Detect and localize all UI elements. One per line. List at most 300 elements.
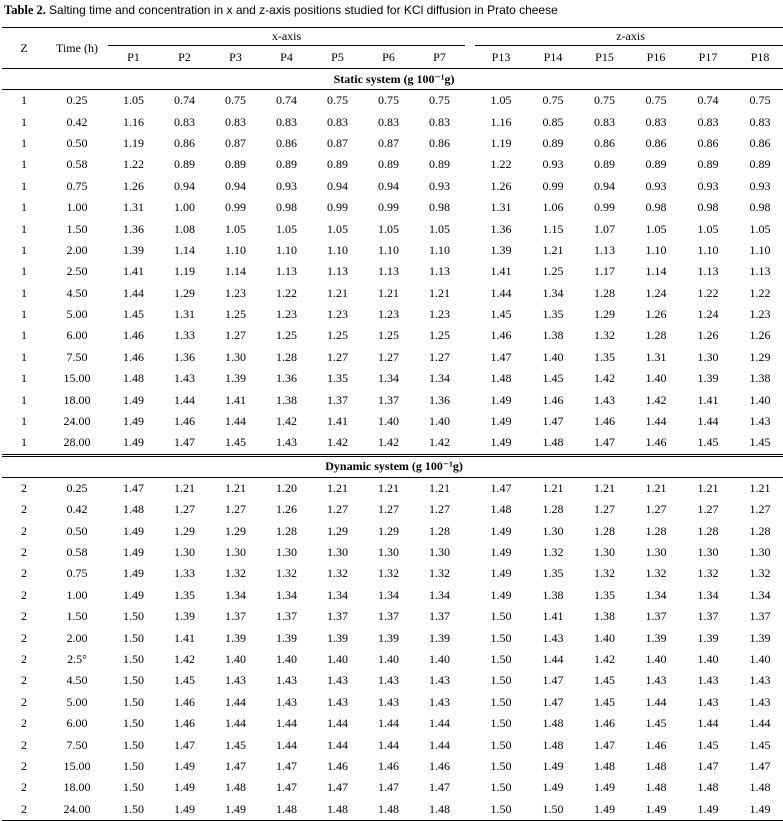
value-cell: 0.94 [327,178,348,193]
value-cell: 0.74 [697,93,719,108]
table-row [2,627,783,648]
table-row [2,499,783,520]
value-cell: 1.21 [327,285,348,300]
value-cell: 1.33 [174,328,195,343]
z-cell: 1 [2,432,46,455]
value-cell: 1.46 [490,328,512,343]
value-cell: 1.20 [276,480,297,495]
value-cell: 1.08 [174,221,195,236]
table-row [2,347,783,368]
value-cell: 1.40 [749,651,771,666]
value-cell: 1.50 [490,630,512,645]
value-cell: 1.35 [594,587,616,602]
value-cell: 1.37 [276,609,297,624]
value-cell: 1.41 [225,392,246,407]
value-cell: 0.99 [594,200,616,215]
value-cell: 1.42 [414,432,465,455]
value-cell: 0.83 [327,114,348,129]
value-cell: 1.44 [645,414,667,429]
value-cell: 1.23 [378,307,399,322]
value-cell: 1.25 [276,328,297,343]
table-row [2,133,783,154]
value-cell: 1.32 [645,566,667,581]
value-cell: 1.39 [174,609,195,624]
value-cell: 1.30 [327,545,348,559]
value-cell: 1.40 [542,349,564,364]
value-cell: 1.44 [697,716,719,731]
value-cell: 1.49 [210,799,261,821]
time-cell: 18.00 [63,392,91,407]
value-cell: 1.42 [594,651,616,666]
value-cell: 1.50 [123,651,144,666]
value-cell: 1.44 [490,285,512,300]
time-cell: 5.00 [66,307,88,322]
value-cell: 1.14 [225,264,246,279]
value-cell: 0.85 [542,114,564,129]
value-cell: 1.40 [697,651,719,666]
time-cell: 15.00 [63,758,91,773]
value-cell: 1.19 [123,135,144,150]
value-cell: 1.43 [697,694,719,709]
z-cell: 1 [21,200,27,215]
table-row [2,304,783,325]
value-cell: 1.50 [490,737,512,752]
value-cell: 0.99 [327,200,348,215]
value-cell: 1.28 [645,523,667,538]
value-cell: 0.89 [378,157,399,172]
value-cell: 1.22 [749,285,771,300]
table-row [2,799,783,821]
value-cell: 1.21 [697,480,719,495]
value-cell: 1.26 [697,328,719,343]
value-cell: 1.13 [429,264,450,279]
value-cell: 1.30 [749,545,771,559]
table-row [2,218,783,239]
time-cell: 0.58 [66,157,88,172]
value-cell: 1.41 [490,264,512,279]
time-cell: 7.50 [66,737,88,752]
value-cell: 1.44 [276,716,297,731]
value-cell: 0.75 [645,93,667,108]
section-header-row [2,69,783,90]
table-row [2,477,783,499]
value-cell: 1.47 [159,432,210,455]
value-cell: 0.83 [378,114,399,129]
value-cell: 1.49 [174,758,195,773]
value-cell: 1.32 [225,566,246,581]
table-row [2,261,783,282]
value-cell: 1.05 [429,221,450,236]
value-cell: 1.25 [378,328,399,343]
value-cell: 1.44 [645,694,667,709]
value-cell: 1.10 [276,242,297,257]
value-cell: 0.93 [749,178,771,193]
value-cell: 1.45 [749,737,771,752]
value-cell: 0.83 [594,114,616,129]
z-cell: 2 [21,566,27,581]
value-cell: 0.83 [749,114,771,129]
z-cell: 2 [21,737,27,752]
time-cell: 0.25 [66,93,88,108]
z-cell: 2 [21,587,27,602]
value-cell: 1.49 [490,566,512,581]
column-header-p7: P7 [414,46,465,69]
z-cell: 2 [21,480,27,495]
value-cell: 1.26 [123,178,144,193]
value-cell: 1.28 [749,523,771,538]
value-cell: 0.83 [276,114,297,129]
value-cell: 1.48 [697,780,719,795]
time-cell: 6.00 [66,716,88,731]
value-cell: 1.50 [108,799,159,821]
value-cell: 1.29 [749,349,771,364]
value-cell: 1.50 [490,609,512,624]
time-cell: 0.50 [66,135,88,150]
value-cell: 1.35 [542,566,564,581]
value-cell: 1.48 [645,780,667,795]
value-cell: 1.13 [378,264,399,279]
value-cell: 1.34 [225,587,246,602]
value-cell: 1.21 [645,480,667,495]
value-cell: 1.50 [490,716,512,731]
value-cell: 1.25 [429,328,450,343]
value-cell: 1.36 [123,221,144,236]
z-cell: 1 [21,135,27,150]
value-cell: 1.50 [490,780,512,795]
value-cell: 1.31 [490,200,512,215]
time-cell: 0.42 [66,114,88,129]
value-cell: 1.27 [645,502,667,517]
table-row [2,542,783,563]
value-cell: 1.29 [327,523,348,538]
time-cell: 1.50 [66,609,88,624]
value-cell: 0.75 [327,93,348,108]
value-cell: 0.93 [429,178,450,193]
z-cell: 2 [21,502,27,517]
value-cell: 1.50 [490,758,512,773]
value-cell: 0.93 [276,178,297,193]
value-cell: 0.93 [697,178,719,193]
value-cell: 1.27 [378,349,399,364]
table-row [2,240,783,261]
value-cell: 1.44 [429,716,450,731]
z-cell: 2 [21,780,27,795]
value-cell: 1.35 [327,371,348,386]
value-cell: 1.47 [542,673,564,688]
value-cell: 1.27 [749,502,771,517]
value-cell: 1.13 [327,264,348,279]
z-cell: 2 [21,673,27,688]
time-header: Time (h) [46,28,108,69]
value-cell: 1.43 [378,694,399,709]
column-header-p18: P18 [734,46,783,69]
value-cell: 1.48 [645,758,667,773]
value-cell: 0.86 [174,135,195,150]
value-cell: 1.21 [542,242,564,257]
value-cell: 1.41 [327,414,348,429]
value-cell: 1.45 [734,432,783,455]
value-cell: 1.05 [490,93,512,108]
value-cell: 0.86 [749,135,771,150]
time-cell: 2.00 [66,630,88,645]
value-cell: 1.22 [697,285,719,300]
value-cell: 1.50 [123,609,144,624]
time-cell: 0.58 [66,545,88,559]
value-cell: 1.21 [327,480,348,495]
value-cell: 1.47 [579,432,630,455]
value-cell: 1.13 [594,242,616,257]
value-cell: 1.39 [429,630,450,645]
value-cell: 0.89 [697,157,719,172]
value-cell: 1.49 [123,414,144,429]
value-cell: 0.89 [749,157,771,172]
value-cell: 1.34 [749,587,771,602]
value-cell: 0.87 [378,135,399,150]
value-cell: 1.40 [594,630,616,645]
table-row [2,368,783,389]
time-cell: 2.5° [67,651,87,666]
value-cell: 1.37 [327,609,348,624]
value-cell: 1.44 [327,716,348,731]
value-cell: 0.86 [429,135,450,150]
value-cell: 1.19 [490,135,512,150]
value-cell: 1.36 [490,221,512,236]
column-header-p14: P14 [527,46,579,69]
z-cell: 1 [21,93,27,108]
value-cell: 1.46 [378,758,399,773]
value-cell: 1.35 [594,349,616,364]
table-row [2,692,783,713]
value-cell: 0.89 [174,157,195,172]
value-cell: 1.35 [542,307,564,322]
value-cell: 1.45 [645,716,667,731]
value-cell: 1.32 [542,545,564,559]
value-cell: 0.86 [276,135,297,150]
value-cell: 1.32 [276,566,297,581]
time-cell: 2.50 [66,264,88,279]
value-cell: 1.28 [594,523,616,538]
value-cell: 1.42 [174,651,195,666]
value-cell: 1.43 [749,694,771,709]
value-cell: 1.42 [363,432,414,455]
value-cell: 1.44 [749,716,771,731]
table-row [2,777,783,798]
value-cell: 1.23 [327,307,348,322]
value-cell: 1.46 [630,432,682,455]
value-cell: 1.44 [225,414,246,429]
value-cell: 1.44 [697,414,719,429]
value-cell: 1.43 [542,630,564,645]
value-cell: 1.49 [123,566,144,581]
value-cell: 1.28 [276,349,297,364]
value-cell: 1.46 [429,758,450,773]
value-cell: 1.34 [429,587,450,602]
value-cell: 1.43 [645,673,667,688]
value-cell: 1.05 [225,221,246,236]
z-cell: 2 [21,630,27,645]
value-cell: 1.47 [542,694,564,709]
value-cell: 1.30 [276,545,297,559]
value-cell: 1.48 [542,737,564,752]
z-cell: 2 [21,609,27,624]
value-cell: 1.36 [174,349,195,364]
value-cell: 1.26 [490,178,512,193]
value-cell: 1.32 [594,566,616,581]
value-cell: 1.45 [210,432,261,455]
value-cell: 1.43 [594,392,616,407]
value-cell: 1.39 [749,630,771,645]
value-cell: 1.30 [697,545,719,559]
value-cell: 0.83 [174,114,195,129]
value-cell: 1.10 [327,242,348,257]
value-cell: 1.43 [327,673,348,688]
value-cell: 1.27 [327,349,348,364]
value-cell: 1.32 [378,566,399,581]
table-row [2,563,783,584]
value-cell: 1.47 [594,737,616,752]
value-cell: 1.38 [542,328,564,343]
value-cell: 1.41 [174,630,195,645]
value-cell: 1.38 [542,587,564,602]
value-cell: 1.13 [749,264,771,279]
value-cell: 1.44 [276,737,297,752]
value-cell: 1.40 [225,651,246,666]
value-cell: 1.45 [594,694,616,709]
value-cell: 1.49 [475,432,527,455]
value-cell: 1.48 [594,758,616,773]
value-cell: 1.05 [378,221,399,236]
value-cell: 0.87 [327,135,348,150]
time-cell: 0.75 [66,566,88,581]
z-cell: 1 [21,349,27,364]
value-cell: 1.40 [429,651,450,666]
value-cell: 0.86 [645,135,667,150]
kcl-diffusion-table [2,27,783,821]
value-cell: 0.75 [378,93,399,108]
value-cell: 1.14 [174,242,195,257]
time-cell: 0.42 [66,502,88,517]
table-row [2,283,783,304]
value-cell: 0.83 [429,114,450,129]
value-cell: 0.83 [225,114,246,129]
value-cell: 0.86 [697,135,719,150]
value-cell: 1.07 [594,221,616,236]
value-cell: 1.22 [490,157,512,172]
value-cell: 1.21 [749,480,771,495]
value-cell: 1.49 [734,799,783,821]
value-cell: 1.28 [542,502,564,517]
value-cell: 1.50 [490,651,512,666]
table-body [2,69,783,821]
value-cell: 0.98 [697,200,719,215]
value-cell: 1.49 [123,392,144,407]
value-cell: 1.27 [225,328,246,343]
value-cell: 1.23 [749,307,771,322]
value-cell: 0.94 [594,178,616,193]
value-cell: 1.28 [697,523,719,538]
value-cell: 1.45 [594,673,616,688]
value-cell: 1.39 [645,630,667,645]
time-cell: 0.75 [66,178,88,193]
value-cell: 1.28 [594,285,616,300]
value-cell: 1.14 [645,264,667,279]
value-cell: 1.30 [542,523,564,538]
column-header-p2: P2 [159,46,210,69]
value-cell: 1.40 [327,651,348,666]
value-cell: 1.48 [527,432,579,455]
value-cell: 1.29 [378,523,399,538]
value-cell: 1.44 [378,716,399,731]
value-cell: 1.37 [429,609,450,624]
value-cell: 1.22 [123,157,144,172]
value-cell: 0.75 [749,93,771,108]
value-cell: 1.23 [225,285,246,300]
value-cell: 1.41 [542,609,564,624]
time-cell: 5.00 [66,694,88,709]
value-cell: 1.21 [225,480,246,495]
value-cell: 0.89 [645,157,667,172]
table-row [2,90,783,112]
value-cell: 1.38 [594,609,616,624]
value-cell: 1.49 [490,587,512,602]
value-cell: 1.45 [174,673,195,688]
value-cell: 1.44 [225,716,246,731]
z-cell: 1 [21,285,27,300]
value-cell: 0.89 [327,157,348,172]
value-cell: 0.98 [749,200,771,215]
value-cell: 1.36 [429,392,450,407]
value-cell: 1.34 [542,285,564,300]
value-cell: 1.23 [276,307,297,322]
value-cell: 1.30 [225,349,246,364]
value-cell: 1.05 [645,221,667,236]
value-cell: 1.46 [174,694,195,709]
table-row [2,154,783,175]
time-cell: 15.00 [63,371,91,386]
z-header: Z [2,28,46,69]
value-cell: 1.46 [123,328,144,343]
column-header-p4: P4 [261,46,312,69]
value-cell: 1.34 [429,371,450,386]
value-cell: 1.13 [276,264,297,279]
value-cell: 1.27 [378,502,399,517]
value-cell: 1.34 [697,587,719,602]
value-cell: 1.26 [749,328,771,343]
time-cell: 24.00 [46,799,108,821]
value-cell: 1.50 [123,630,144,645]
value-cell: 1.47 [490,480,512,495]
value-cell: 1.49 [108,432,159,455]
value-cell: 1.38 [276,392,297,407]
value-cell: 1.44 [542,651,564,666]
value-cell: 1.47 [697,758,719,773]
value-cell: 1.37 [697,609,719,624]
value-cell: 1.50 [490,694,512,709]
value-cell: 1.39 [327,630,348,645]
value-cell: 1.44 [378,737,399,752]
value-cell: 1.49 [159,799,210,821]
value-cell: 1.47 [327,780,348,795]
value-cell: 1.32 [749,566,771,581]
value-cell: 1.24 [645,285,667,300]
z-cell: 1 [21,114,27,129]
value-cell: 1.21 [174,480,195,495]
value-cell: 1.48 [542,716,564,731]
value-cell: 1.44 [225,694,246,709]
value-cell: 1.49 [490,523,512,538]
value-cell: 1.37 [327,392,348,407]
value-cell: 1.30 [594,545,616,559]
